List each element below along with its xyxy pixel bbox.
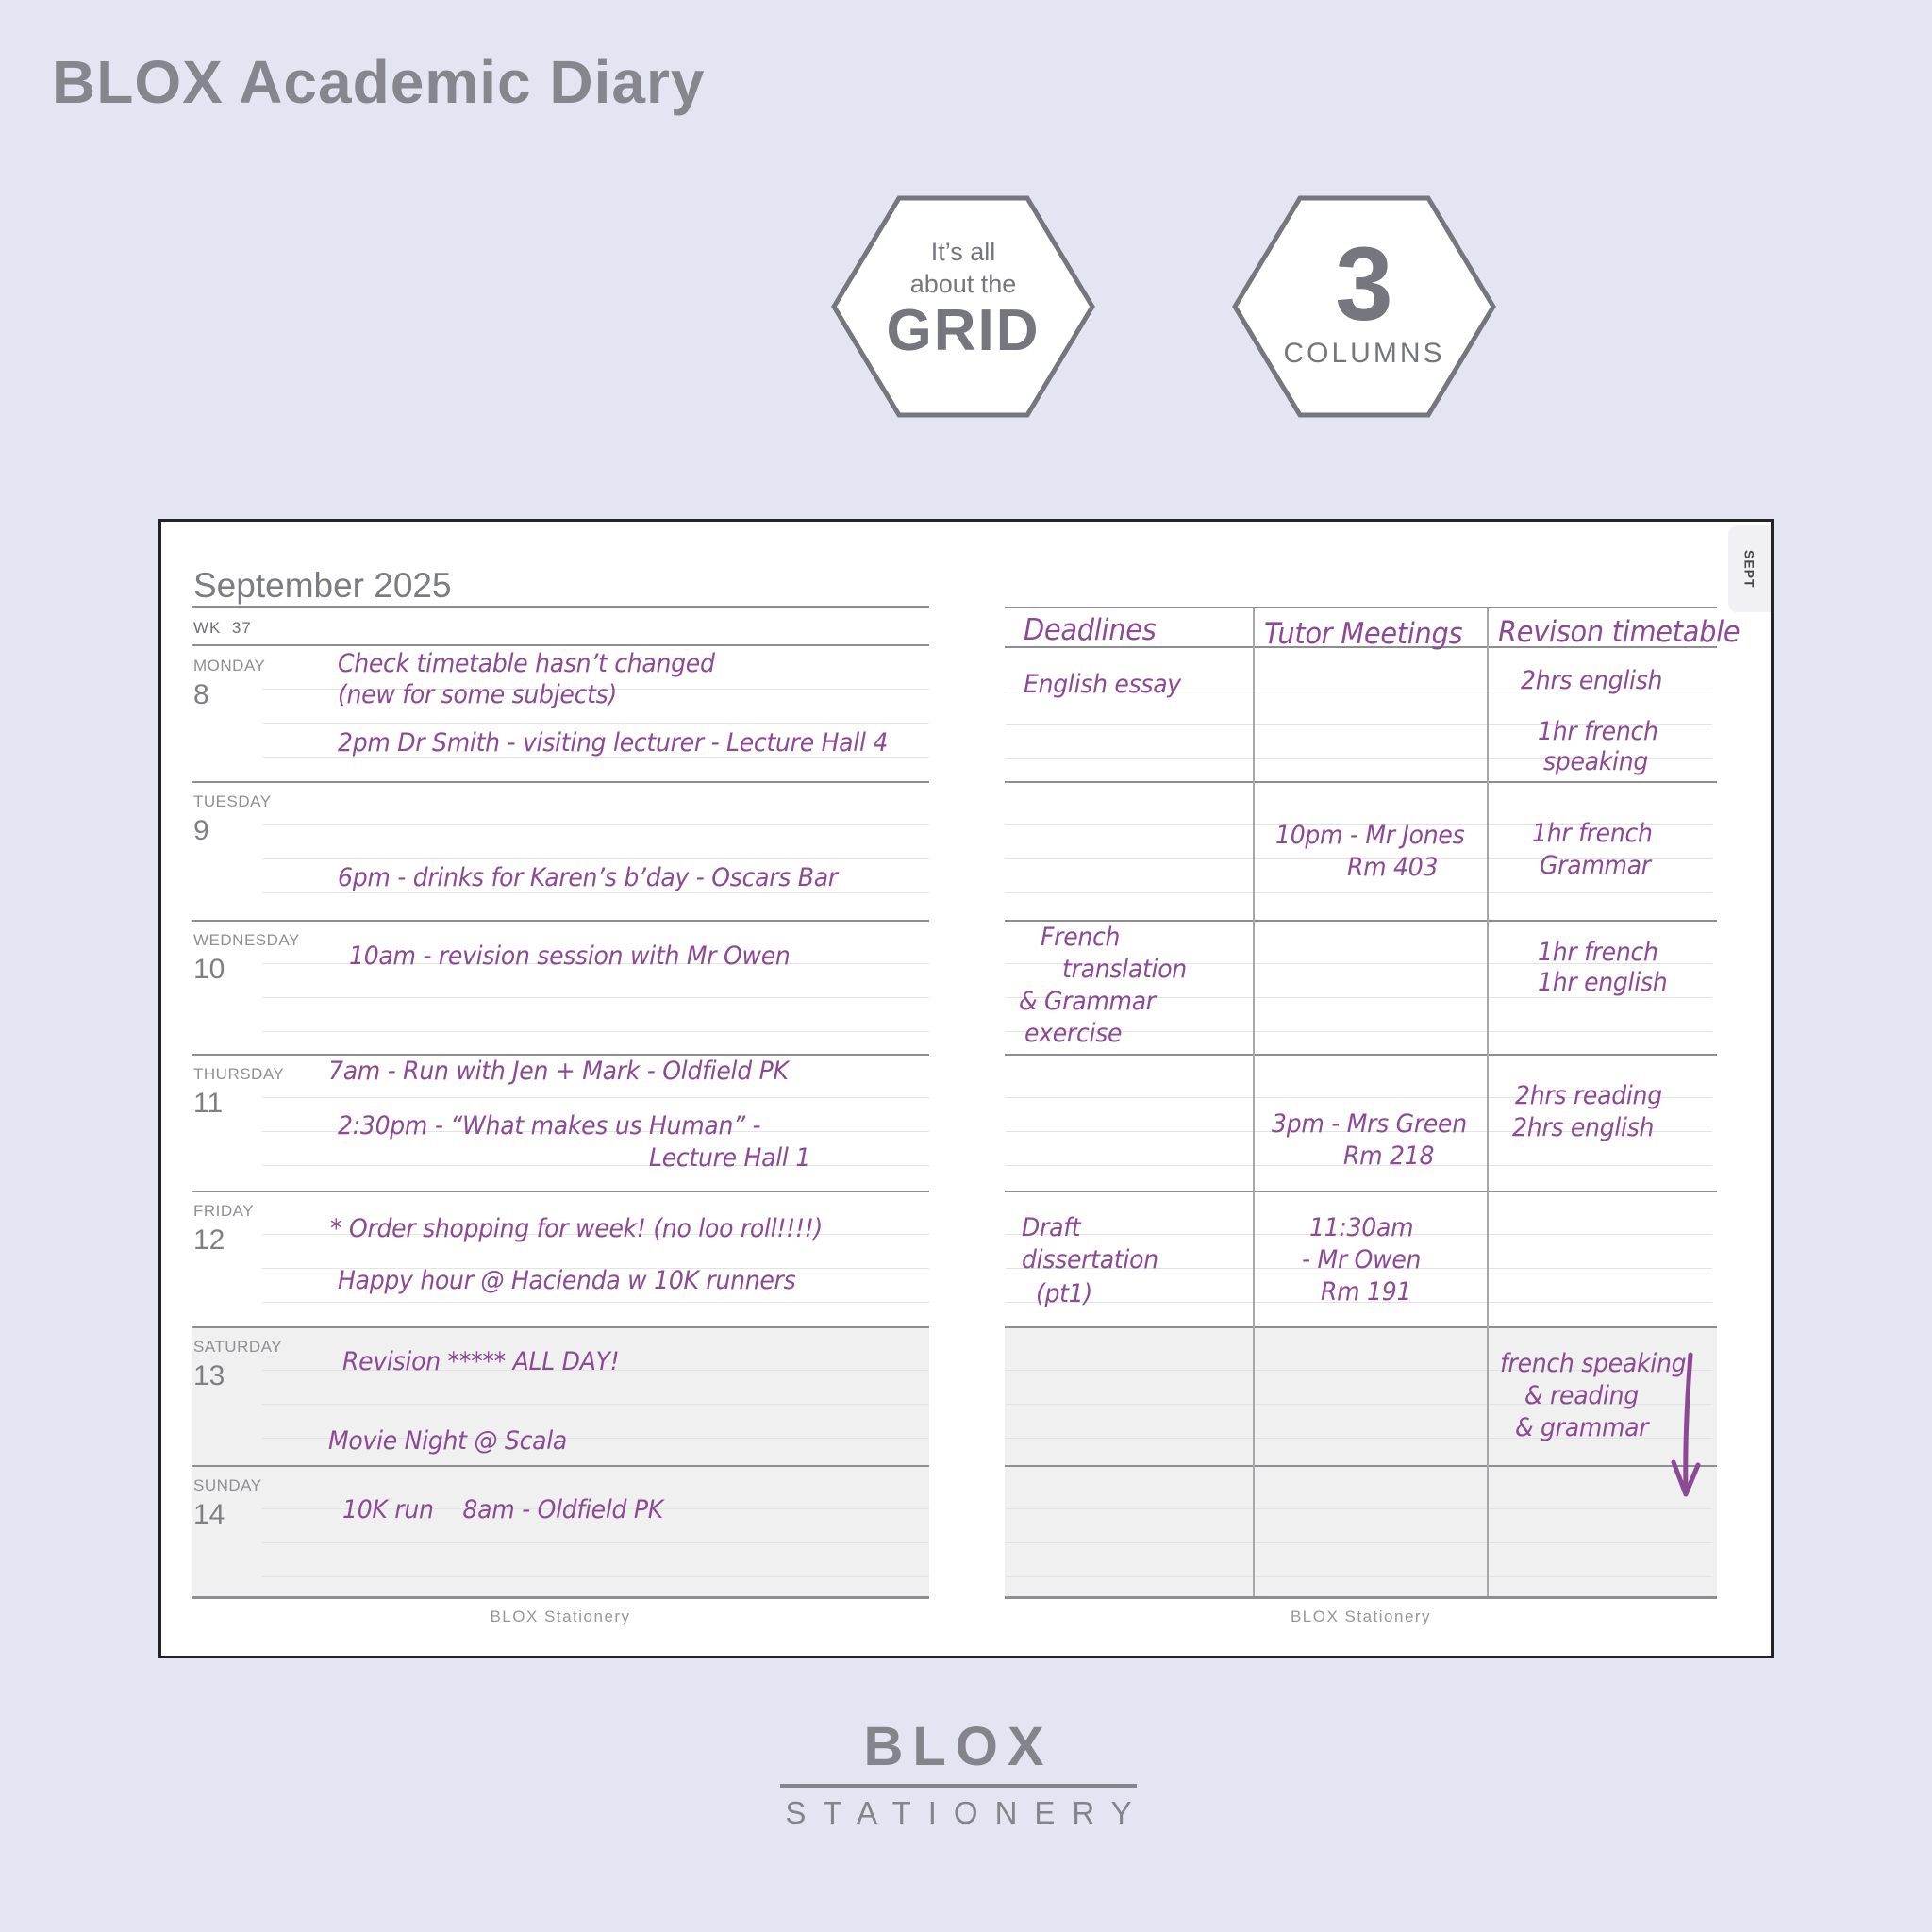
handwritten-entry: & reading <box>1524 1381 1639 1410</box>
handwritten-entry: English essay <box>1024 670 1181 699</box>
badge-line: It’s all <box>930 238 996 266</box>
handwritten-entry: exercise <box>1024 1019 1123 1048</box>
handwritten-entry: 11:30am <box>1309 1213 1414 1242</box>
handwritten-entry: & grammar <box>1515 1413 1649 1442</box>
handwritten-entry: 10K run 8am - Oldfield PK <box>342 1495 663 1524</box>
handwritten-entry: 2hrs reading <box>1515 1081 1662 1110</box>
grid-line <box>1005 1596 1717 1599</box>
handwritten-entry: Draft <box>1022 1213 1081 1242</box>
month-tab <box>1728 525 1771 612</box>
handwritten-entry: 1hr french <box>1538 717 1658 746</box>
handwritten-entry: 2hrs english <box>1512 1113 1655 1142</box>
grid-line <box>262 1404 929 1405</box>
grid-line <box>1253 607 1255 1596</box>
handwritten-entry: & Grammar <box>1019 987 1156 1016</box>
columns-badge <box>1232 194 1496 419</box>
day-name: FRIDAY <box>193 1202 255 1220</box>
grid-line <box>262 723 929 724</box>
day-name: SUNDAY <box>193 1476 262 1494</box>
grid-line <box>1006 1576 1712 1577</box>
day-name: WEDNESDAY <box>193 931 300 949</box>
badge-big-text: 3 <box>1335 226 1393 342</box>
handwritten-entry: 2:30pm - “What makes us Human” - <box>338 1111 761 1141</box>
grid-line <box>1487 607 1489 1596</box>
grid-badge <box>831 194 1095 419</box>
week-number-label: WK 37 <box>193 619 252 637</box>
badge-line: about the <box>909 270 1017 298</box>
handwritten-entry: Lecture Hall 1 <box>649 1143 811 1173</box>
right-page-footer: BLOX Stationery <box>1290 1607 1432 1625</box>
grid-line <box>1005 1465 1717 1467</box>
grid-line <box>1006 1508 1712 1509</box>
handwritten-entry: Rm 218 <box>1343 1141 1435 1171</box>
handwritten-entry: 6pm - drinks for Karen’s b’day - Oscars Bar <box>338 863 838 892</box>
left-page-footer: BLOX Stationery <box>490 1607 631 1625</box>
grid-line <box>192 1596 929 1599</box>
day-number: 12 <box>193 1224 225 1256</box>
grid-line <box>262 1031 929 1032</box>
handwritten-entry: 1hr french <box>1532 819 1653 848</box>
grid-line <box>1005 920 1717 922</box>
grid-line <box>1005 1191 1717 1192</box>
day-name: TUESDAY <box>193 792 272 810</box>
handwritten-entry: - Mr Owen <box>1302 1245 1422 1274</box>
handwritten-entry: Happy hour @ Hacienda w 10K runners <box>338 1266 796 1295</box>
brand-wordmark: BLOX <box>863 1716 1054 1777</box>
handwritten-entry: Grammar <box>1540 851 1651 880</box>
down-arrow-annotation <box>1662 1351 1707 1511</box>
day-number: 14 <box>193 1499 225 1530</box>
grid-line <box>192 1465 929 1467</box>
day-name: SATURDAY <box>193 1338 283 1356</box>
badge-line: COLUMNS <box>1283 338 1445 369</box>
grid-line <box>192 606 929 608</box>
day-number: 10 <box>193 954 225 985</box>
brand-tagline: STATIONERY <box>785 1795 1149 1830</box>
grid-line <box>262 1542 929 1543</box>
handwritten-entry: Rm 403 <box>1347 853 1439 882</box>
handwritten-entry: 3pm - Mrs Green <box>1272 1109 1467 1139</box>
grid-line <box>262 997 929 998</box>
handwritten-entry: french speaking <box>1500 1349 1687 1378</box>
handwritten-entry: 1hr english <box>1538 968 1668 997</box>
grid-line <box>1005 607 1717 608</box>
grid-line <box>262 1302 929 1303</box>
grid-line <box>192 644 929 646</box>
grid-line <box>262 858 929 859</box>
grid-line <box>192 920 929 922</box>
handwritten-entry: Rm 191 <box>1321 1277 1412 1307</box>
day-name: MONDAY <box>193 657 266 675</box>
grid-line <box>1006 1542 1712 1543</box>
handwritten-entry: dissertation <box>1022 1245 1158 1274</box>
handwritten-entry: (pt1) <box>1036 1279 1092 1308</box>
handwritten-entry: Check timetable hasn’t changed <box>338 649 715 678</box>
handwritten-entry: Revision ***** ALL DAY! <box>342 1347 620 1376</box>
grid-line <box>192 1326 929 1328</box>
column-header: Deadlines <box>1024 613 1157 647</box>
grid-line <box>262 1165 929 1166</box>
handwritten-entry: 10am - revision session with Mr Owen <box>349 941 791 971</box>
grid-line <box>1005 1054 1717 1056</box>
grid-line <box>1005 781 1717 783</box>
grid-line <box>262 1097 929 1098</box>
handwritten-entry: 2hrs english <box>1521 666 1663 695</box>
logo-divider <box>780 1784 1137 1788</box>
handwritten-entry: 1hr french <box>1538 938 1658 967</box>
column-header: Tutor Meetings <box>1264 617 1463 651</box>
handwritten-entry: 10pm - Mr Jones <box>1275 821 1465 850</box>
handwritten-entry: Movie Night @ Scala <box>328 1426 568 1456</box>
handwritten-entry: 2pm Dr Smith - visiting lecturer - Lecture Hall 4 <box>338 728 889 758</box>
handwritten-entry: (new for some subjects) <box>338 680 618 709</box>
day-name: THURSDAY <box>193 1065 285 1083</box>
product-title: BLOX Academic Diary <box>52 48 706 116</box>
handwritten-entry: translation <box>1062 955 1187 984</box>
day-number: 8 <box>193 679 209 710</box>
grid-line <box>192 1191 929 1192</box>
badge-big-text: GRID <box>886 298 1041 363</box>
handwritten-entry: * Order shopping for week! (no loo roll!!!!) <box>330 1214 824 1243</box>
handwritten-entry: speaking <box>1543 747 1649 776</box>
day-number: 13 <box>193 1360 225 1391</box>
month-tab-label: SEPT <box>1741 549 1757 589</box>
grid-line <box>192 781 929 783</box>
day-number: 9 <box>193 815 209 846</box>
grid-line <box>1006 892 1712 893</box>
handwritten-entry: 7am - Run with Jen + Mark - Oldfield PK <box>328 1057 789 1086</box>
grid-line <box>192 1054 929 1056</box>
grid-line <box>262 892 929 893</box>
column-header: Revison timetable <box>1498 615 1740 649</box>
grid-line <box>1005 1326 1717 1328</box>
handwritten-entry: French <box>1041 923 1121 952</box>
grid-line <box>262 824 929 825</box>
brand-logo <box>668 1715 1249 1831</box>
month-title: September 2025 <box>193 566 452 605</box>
day-number: 11 <box>193 1088 224 1119</box>
grid-line <box>262 1576 929 1577</box>
